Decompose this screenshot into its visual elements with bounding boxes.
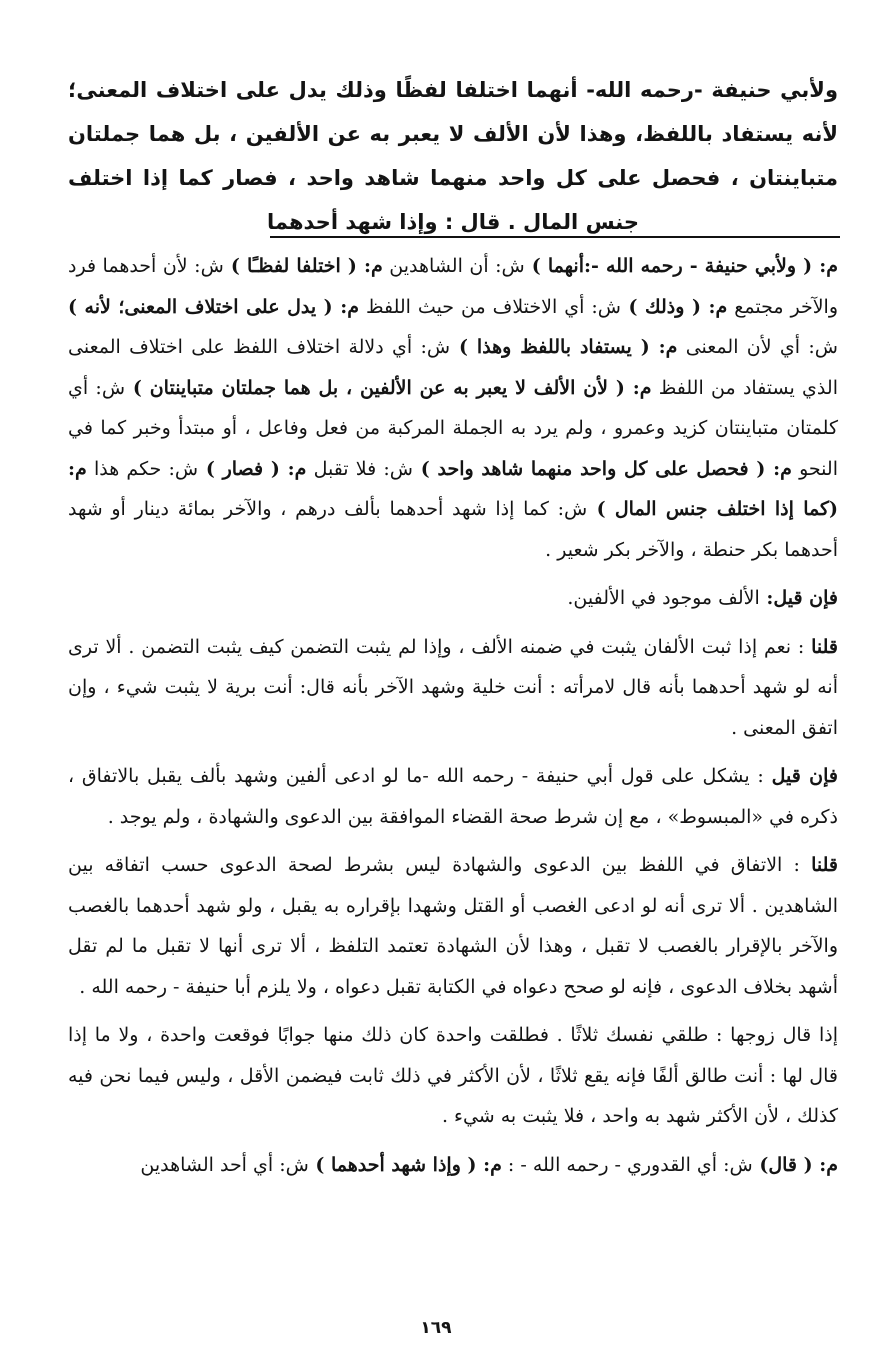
quote-marker: م: ( وإذا شهد أحدهما ) — [308, 1153, 502, 1176]
explanation: ش: حكم هذا — [86, 457, 199, 480]
commentary-paragraph-7 — [68, 1145, 838, 1186]
commentary-paragraph-6 — [68, 1015, 838, 1137]
commentary-section — [68, 246, 838, 1185]
commentary-paragraph-4 — [68, 756, 838, 837]
commentary-paragraph-1 — [68, 246, 838, 570]
paragraph-lead: فإن قيل: — [759, 587, 838, 609]
main-text: ولأبي حنيفة -رحمه الله- أنهما اختلفا لفظًا وذلك يدل على اختلاف المعنى؛ لأنه يستفاد باللفظ، وهذا لأن الألف لا يعبر به عن الألفين ، بل هما جملتان متباينتان ، فحصل على كل واحد منهما شاهد واحد ، فصار كما إذا اختلف جنس المال . قال : وإذا شهد أحدهما — [68, 78, 838, 234]
explanation: ش: أي القدوري - رحمه الله - : — [501, 1153, 753, 1176]
quote-marker: م: ( فحصل على كل واحد منهما شاهد واحد ) — [412, 457, 792, 480]
quote-marker: م: ( فصار ) — [198, 457, 307, 480]
quote-marker: م: ( اختلفا لفظـًا ) — [223, 255, 383, 277]
paragraph-text: : يشكل على قول أبي حنيفة - رحمه الله -ما لو ادعى ألفين وشهد بألف يقبل بالاتفاق ، ذكره في «المبسوط» ، مع إن شرط صحة القضاء الموافقة بين الدعوى والشهادة ، ولم يوجد . — [68, 765, 838, 828]
quote-marker: م: ( وذلك ) — [620, 295, 728, 318]
paragraph-lead: فإن قيل — [771, 765, 838, 787]
paragraph-text: : الاتفاق في اللفظ بين الدعوى والشهادة ليس بشرط لصحة الدعوى حسب اتفاقه بين الشاهدين . ألا ترى أنه لو ادعى الغصب أو القتل وشهدا بإقراره به يقبل ، ولو شهد أحدهما بالغصب والآخر بالإقرار بالغصب لا تقبل ، وهذا لأن الشهادة تعتمد التلفظ ، ألا ترى أنها لا تقبل ما لم تقل أشهد بخلاف الدعوى ، فإنه لو صحح دعواه في الكتابة تقبل دعواه ، ولا يلزم أبا حنيفة - رحمه الله . — [68, 854, 838, 998]
commentary-paragraph-2 — [68, 578, 838, 619]
explanation: ش: فلا تقبل — [306, 457, 413, 480]
paragraph-lead: قلنا — [811, 854, 838, 876]
commentary-paragraph-3 — [68, 627, 838, 749]
commentary-paragraph-5 — [68, 845, 838, 1007]
quote-marker: م: ( ولأبي حنيفة - رحمه الله -:أنهما ) — [524, 255, 838, 277]
separator-line — [270, 236, 840, 238]
paragraph-text: الألف موجود في الألفين. — [567, 587, 760, 609]
explanation: ش: لأن أحدهما فرد والآخر مجتمع — [68, 255, 838, 318]
explanation: ش: أن الشاهدين — [382, 255, 525, 277]
explanation: ش: كما إذا شهد أحدهما بألف درهم ، والآخر بمائة دينار أو شهد أحدهما بكر حنطة ، والآخر بكر شعير . — [68, 498, 838, 561]
quote-marker: م: ( يستفاد باللفظ وهذا ) — [450, 336, 678, 358]
explanation: ش: أي كلمتان متباينتان كزيد وعمرو ، ولم يرد به الجملة المركبة من فعل وفاعل ، أو مبتدأ وخبر كما في النحو — [68, 376, 838, 480]
paragraph-text: إذا قال زوجها : طلقي نفسك ثلاثًا . فطلقت واحدة كان ذلك منها جوابًا فوقعت واحدة ، ولا ما إذا قال لها : أنت طالق ألفًا فإنه يقع ثلاثًا ، لأن الأكثر في ذلك ثابت فيضمن الأقل ، وليس فيما نحن فيه كذلك ، لأن الأكثر شهد به واحد ، فلا يثبت به شيء . — [68, 1024, 838, 1127]
quote-marker: م: (كما إذا اختلف جنس المال ) — [68, 457, 839, 520]
explanation: ش: أي أحد الشاهدين — [140, 1153, 309, 1176]
explanation: ش: أي دلالة اختلاف اللفظ على اختلاف المعنى الذي يستفاد من اللفظ — [68, 336, 838, 399]
page-number: ١٦٩ — [420, 1318, 452, 1338]
paragraph-text: : نعم إذا ثبت الألفان يثبت في ضمنه الألف ، وإذا لم يثبت التضمن كيف يثبت التضمن . ألا ترى أنه لو شهد أحدهما بأنه قال لامرأته : أنت خلية وشهد الآخر بأنه قال: أنت برية لا يثبت شيء ، وإن اتفق المعنى . — [68, 635, 838, 739]
explanation: ش: أي الاختلاف من حيث اللفظ — [358, 295, 621, 318]
quote-marker: م: ( قال) — [752, 1153, 838, 1176]
explanation: ش: أي لأن المعنى — [677, 336, 838, 358]
quote-marker: م: ( لأن الألف لا يعبر به عن الألفين ، بل هما جملتان متباينتان ) — [125, 376, 652, 399]
quote-marker: م: ( يدل على اختلاف المعنى؛ لأنه ) — [68, 295, 359, 318]
paragraph-lead: قلنا — [811, 635, 838, 658]
